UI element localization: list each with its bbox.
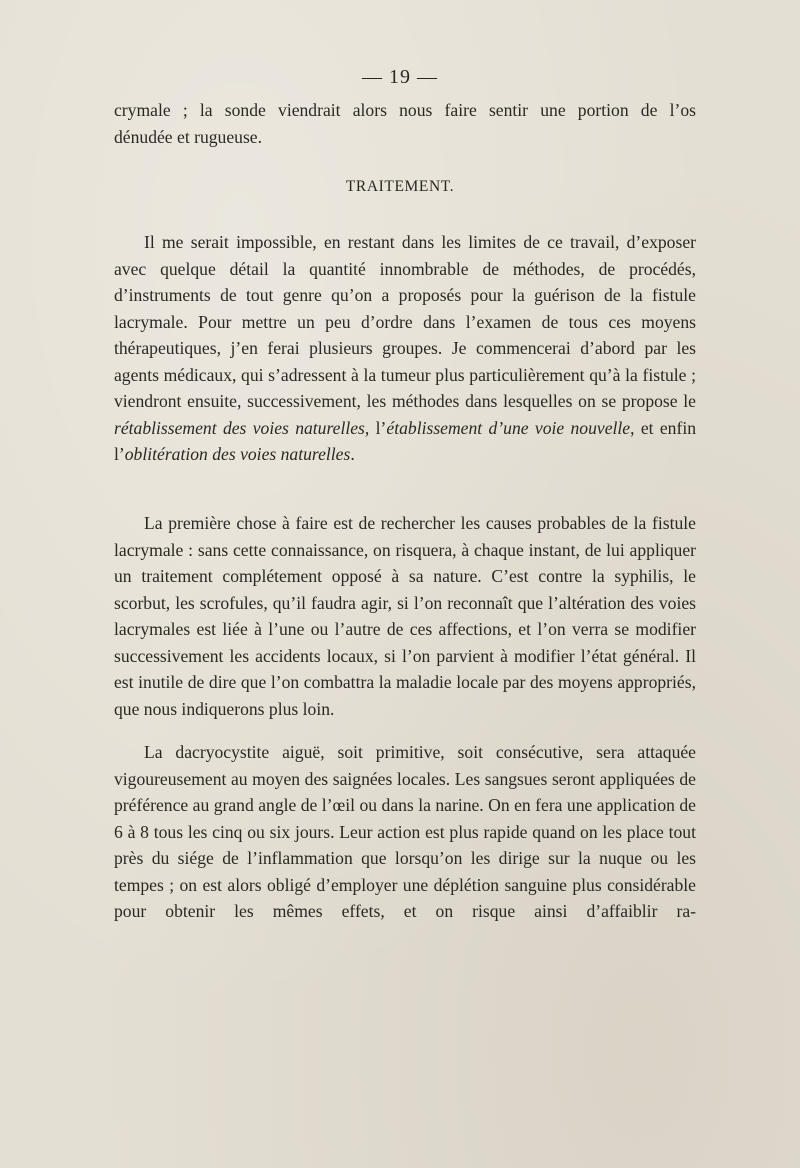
italic-term: oblitération des voies naturelles xyxy=(124,444,351,464)
page-number: — 19 — xyxy=(362,66,438,88)
paragraph-causes: La première chose à faire est de rechercher les causes probables de la fistule lacrymale : sans cette connaissance, on risquera, à chaque instant, de lui appliquer un traitement complétement opposé à sa nature. C’est contre la syphilis, le scorbut, les scrofules, qu’il faudra agir, si l’on reconnaît que l’altération des voies lacrymales est liée à l’une ou l’autre de ces affections, et l’on verra se modifier successivement les accidents locaux, si l’on parvient à modifier l’état général. Il est inutile de dire que l’on combattra la maladie locale par des moyens appropriés, que nous indiquerons plus loin. xyxy=(114,513,696,719)
paragraph-text: Il me serait impossible, en restant dans les limites de ce travail, d’exposer avec quelque détail la quantité innombrable de méthodes, de procédés, d’instruments de tout genre qu’on a proposés pour la guérison de la fistule lacrymale. Pour mettre un peu d’ordre dans l’examen de tous ces moyens thérapeutiques, j’en ferai plusieurs groupes. Je commencerai d’abord par les agents médicaux, qui s’adressent à la tumeur plus particulièrement qu’à la fistule ; viendront ensuite, successivement, les méthodes dans lesquelles on se propose le xyxy=(114,232,696,411)
paragraph-text: , et enfin l’ xyxy=(114,417,697,464)
paragraph-line: crymale ; la sonde viendrait alors nous faire sentir une portion de l’os xyxy=(114,100,696,120)
italic-term: établissement d’une voie nouvelle xyxy=(386,417,631,438)
paragraph-line: dénudée et rugueuse. xyxy=(114,126,263,147)
paragraph-text: , l’ xyxy=(364,417,387,438)
section-heading: TRAITEMENT. xyxy=(345,178,455,195)
italic-term: rétablissement des voies naturelles xyxy=(114,417,365,438)
paragraph-intro xyxy=(114,229,696,468)
paragraph-continuation xyxy=(114,97,696,150)
paragraph-dacryocystitis: La dacryocystite aiguë, soit primitive, soit consécutive, sera attaquée vigoureusement au moyen des saignées locales. Les sangsues seront appliquées de préférence au grand angle de l’œil ou dans la narine. On en fera une application de 6 à 8 tous les cinq ou six jours. Leur action est plus rapide quand on les place tout près du siége de l’inflammation que lorsqu’on les dirige sur la nuque ou les tempes ; on est alors obligé d’employer une déplétion sanguine plus considérable pour obtenir les mêmes effets, et on risque ainsi d’affaiblir ra- xyxy=(114,742,696,921)
paragraph-text: . xyxy=(350,444,355,464)
